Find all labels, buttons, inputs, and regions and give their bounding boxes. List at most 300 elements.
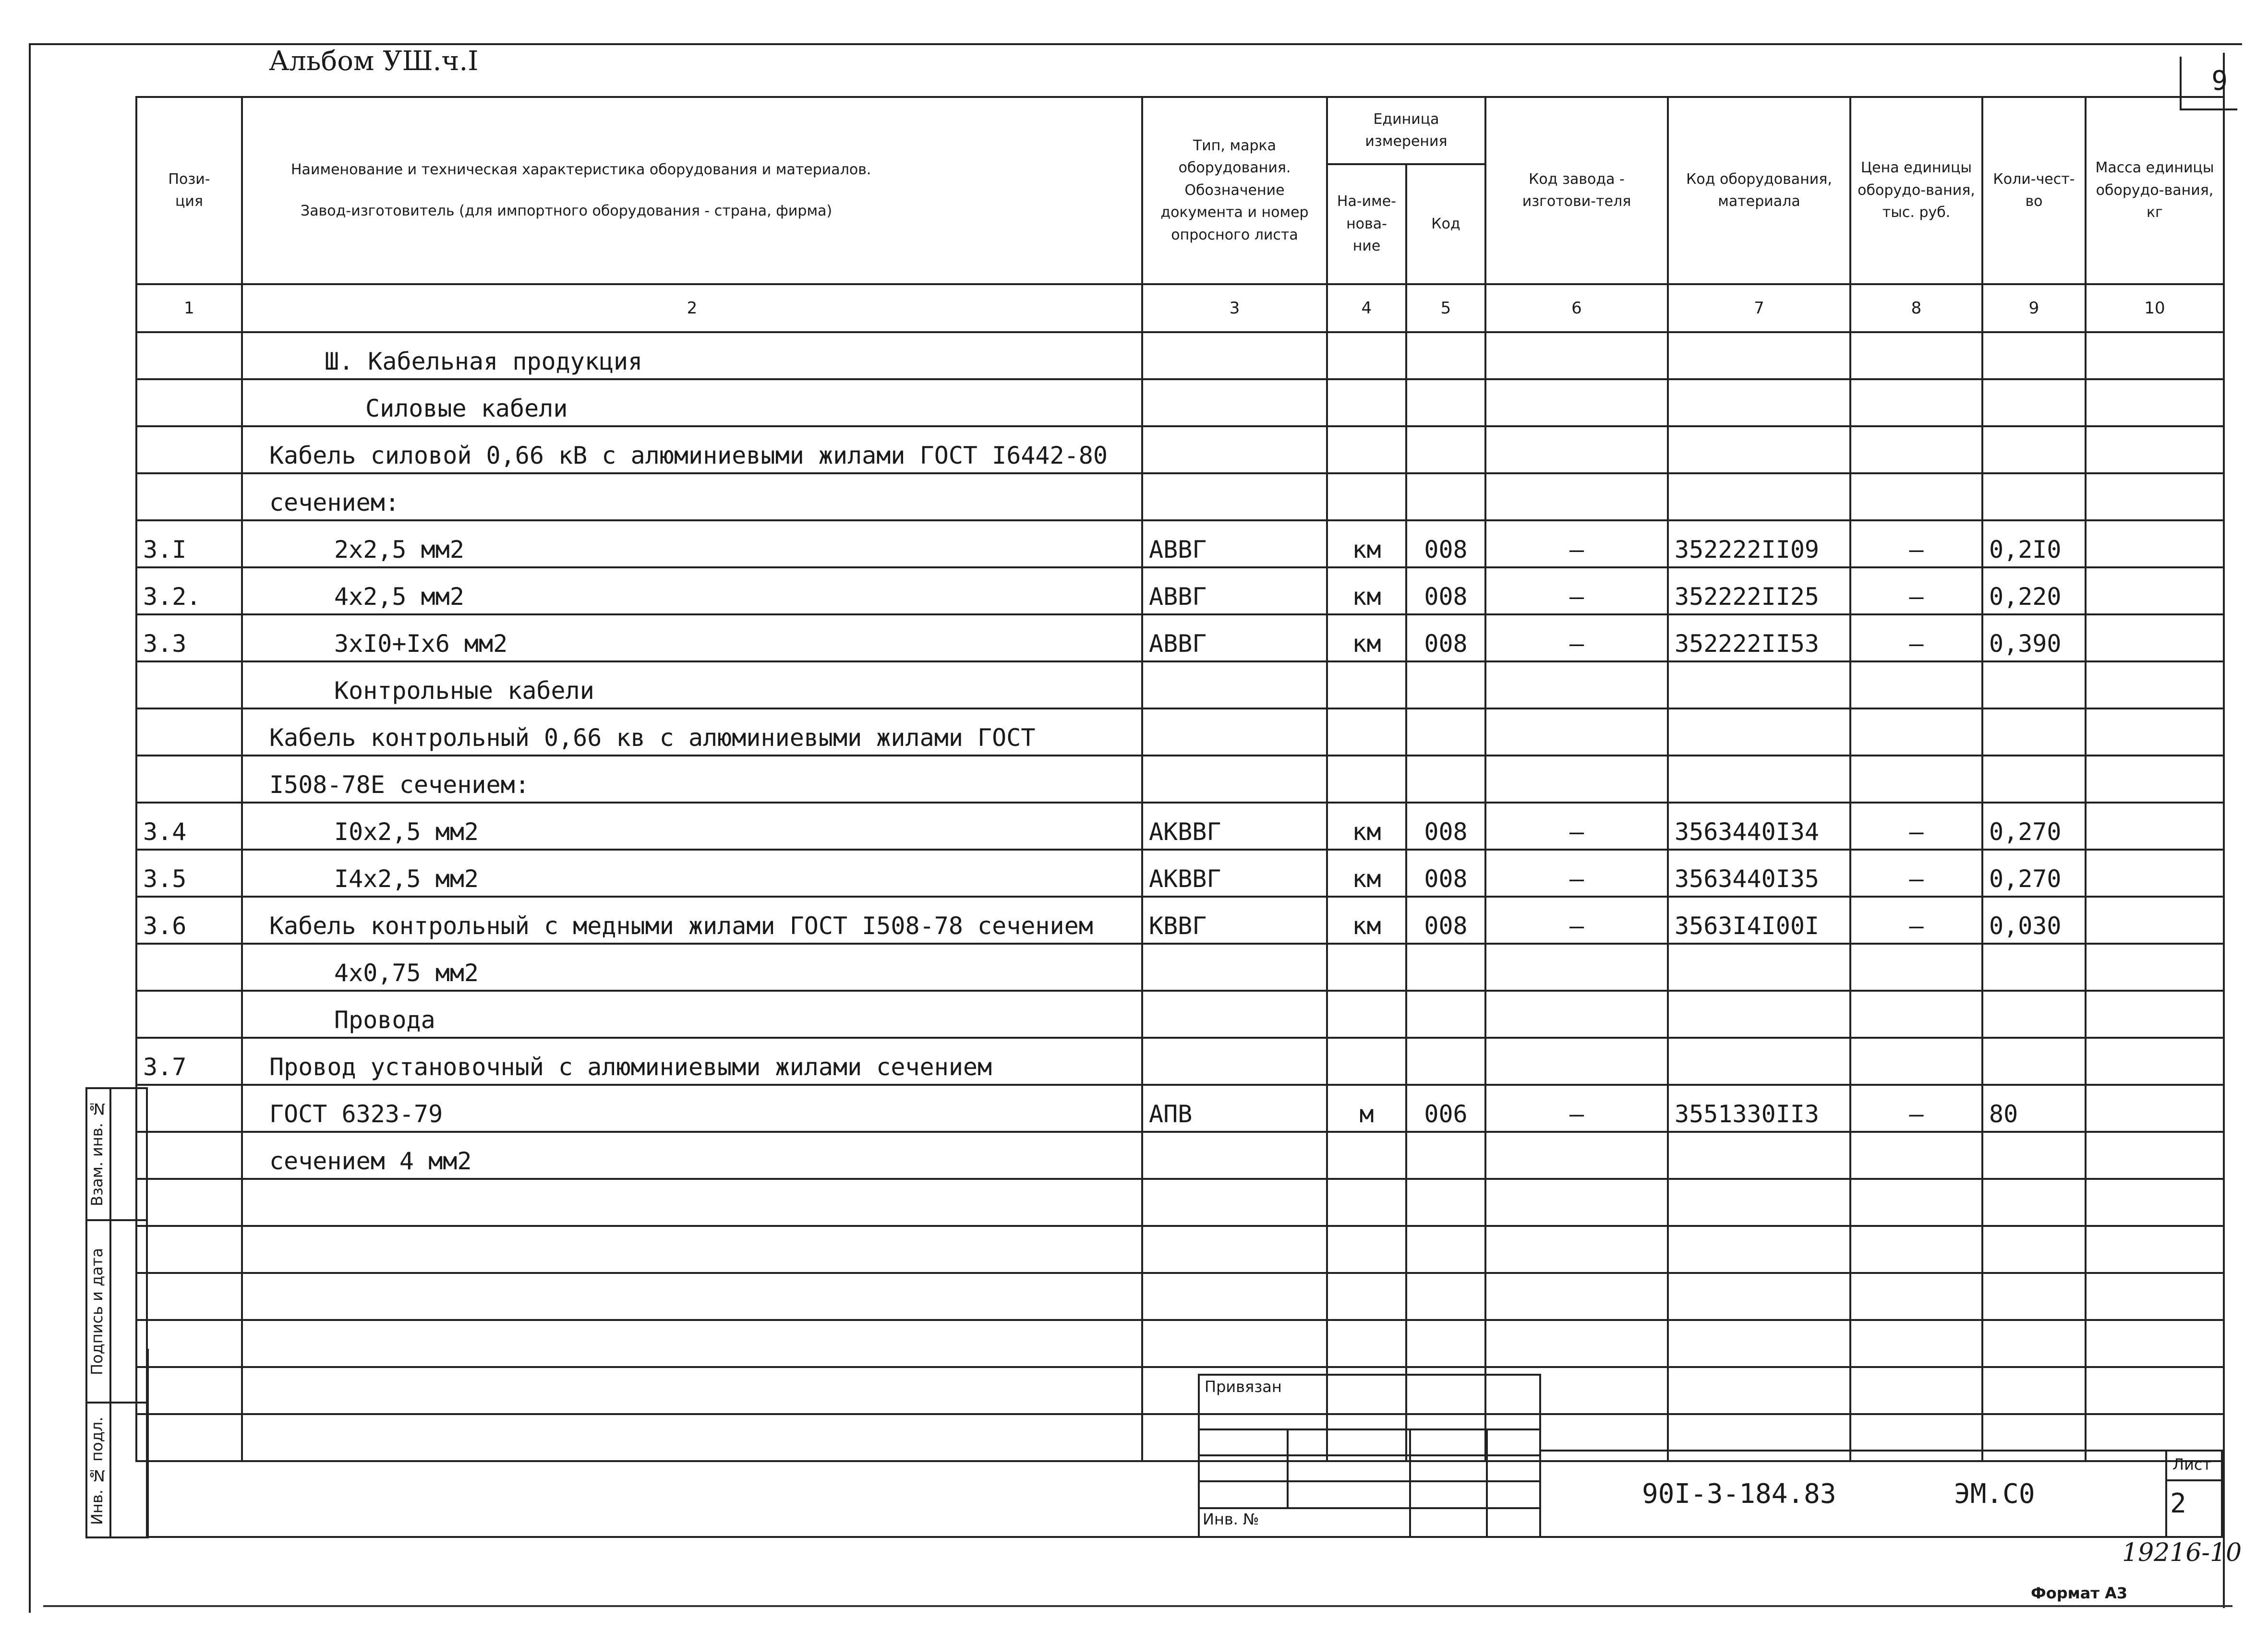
factory-code-cell: – [1485, 567, 1668, 614]
position-cell: 3.I [136, 520, 242, 567]
position-cell: 3.2. [136, 567, 242, 614]
header-position: Пози- ция [136, 97, 242, 284]
mass-cell [2086, 991, 2224, 1038]
unit-cell [1327, 944, 1406, 991]
table-row [136, 708, 2224, 756]
column-number: 4 [1327, 284, 1406, 332]
position-cell: 3.7 [136, 1038, 242, 1085]
specification-table [135, 96, 2225, 1462]
unit-cell [1327, 1226, 1406, 1273]
unit-code-cell: 008 [1406, 803, 1485, 850]
price-cell [1850, 1132, 1982, 1179]
unit-code-cell [1406, 332, 1485, 379]
name-cell: сечением 4 мм2 [242, 1132, 1142, 1179]
position-cell [136, 426, 242, 473]
bottom-frame-left [147, 1349, 149, 1538]
table-row [136, 567, 2224, 614]
equipment-code-cell [1668, 661, 1850, 708]
factory-code-cell [1485, 1038, 1668, 1085]
mass-cell [2086, 1273, 2224, 1320]
header-unit-name: На-име-нова-ние [1327, 164, 1406, 284]
position-cell [136, 756, 242, 803]
bottom-frame-base [147, 1536, 2223, 1538]
mass-cell [2086, 1367, 2224, 1414]
header-unit-code: Код [1406, 164, 1485, 284]
doc-code: ЭМ.С0 [1954, 1478, 2035, 1510]
unit-cell [1327, 661, 1406, 708]
header-name-line1: Наименование и техническая характеристика оборудования и материалов. [291, 161, 871, 178]
price-cell [1850, 1273, 1982, 1320]
equipment-code-cell [1668, 1226, 1850, 1273]
approval-grid-line [1198, 1480, 1541, 1482]
price-cell [1850, 661, 1982, 708]
unit-cell: км [1327, 567, 1406, 614]
factory-code-cell: – [1485, 803, 1668, 850]
table-row [136, 379, 2224, 426]
unit-cell [1327, 426, 1406, 473]
name-cell: Кабель контрольный 0,66 кв с алюминиевыми жилами ГОСТ [242, 708, 1142, 756]
table-row [136, 897, 2224, 944]
side-stamp-divider [85, 1219, 148, 1221]
column-number: 3 [1142, 284, 1327, 332]
quantity-cell [1982, 708, 2086, 756]
table-row [136, 1273, 2224, 1320]
quantity-cell [1982, 944, 2086, 991]
side-stamp-divider-vertical [109, 1087, 111, 1538]
unit-cell [1327, 379, 1406, 426]
name-cell: Провод установочный с алюминиевыми жилами сечением [242, 1038, 1142, 1085]
type-cell [1142, 756, 1327, 803]
table-row [136, 991, 2224, 1038]
name-cell [242, 1320, 1142, 1367]
quantity-cell [1982, 1038, 2086, 1085]
type-cell: АВВГ [1142, 614, 1327, 661]
equipment-code-cell [1668, 991, 1850, 1038]
column-number: 6 [1485, 284, 1668, 332]
sheet-value: 2 [2170, 1488, 2186, 1519]
table-body [136, 332, 2224, 1461]
price-cell: – [1850, 520, 1982, 567]
factory-code-cell [1485, 332, 1668, 379]
table-row [136, 944, 2224, 991]
unit-code-cell: 008 [1406, 567, 1485, 614]
price-cell [1850, 332, 1982, 379]
quantity-cell [1982, 379, 2086, 426]
quantity-cell [1982, 661, 2086, 708]
column-number: 2 [242, 284, 1142, 332]
column-number: 1 [136, 284, 242, 332]
header-row-1 [136, 97, 2224, 164]
mass-cell [2086, 1179, 2224, 1226]
position-cell [136, 991, 242, 1038]
type-cell [1142, 332, 1327, 379]
unit-code-cell [1406, 1273, 1485, 1320]
unit-code-cell: 006 [1406, 1085, 1485, 1132]
name-cell [242, 1179, 1142, 1226]
name-cell: I4х2,5 мм2 [242, 850, 1142, 897]
price-cell [1850, 1038, 1982, 1085]
column-number-row [136, 284, 2224, 332]
position-cell [136, 944, 242, 991]
mass-cell [2086, 756, 2224, 803]
equipment-code-cell [1668, 1132, 1850, 1179]
mass-cell [2086, 1085, 2224, 1132]
unit-code-cell [1406, 1226, 1485, 1273]
handwritten-number: 19216-10 [2122, 1538, 2242, 1567]
table-row [136, 1367, 2224, 1414]
mass-cell [2086, 803, 2224, 850]
unit-cell [1327, 1273, 1406, 1320]
unit-code-cell [1406, 944, 1485, 991]
price-cell: – [1850, 567, 1982, 614]
approval-grid-vline [1409, 1428, 1411, 1538]
bound-box [1198, 1374, 1541, 1430]
unit-code-cell [1406, 991, 1485, 1038]
equipment-code-cell [1668, 1320, 1850, 1367]
equipment-code-cell: 3563440I35 [1668, 850, 1850, 897]
name-cell: 4х2,5 мм2 [242, 567, 1142, 614]
inv-replace-label: Взам. инв. № [88, 1100, 106, 1207]
quantity-cell [1982, 1367, 2086, 1414]
position-cell [136, 379, 242, 426]
equipment-code-cell [1668, 1414, 1850, 1461]
position-cell [136, 1320, 242, 1367]
inv-no-label: Инв. № [1203, 1510, 1259, 1528]
quantity-cell: 0,2I0 [1982, 520, 2086, 567]
price-cell: – [1850, 614, 1982, 661]
mass-cell [2086, 1226, 2224, 1273]
quantity-cell: 0,390 [1982, 614, 2086, 661]
unit-cell: км [1327, 803, 1406, 850]
equipment-code-cell [1668, 379, 1850, 426]
factory-code-cell [1485, 1226, 1668, 1273]
price-cell [1850, 756, 1982, 803]
position-cell [136, 1085, 242, 1132]
factory-code-cell [1485, 1320, 1668, 1367]
page-number: 9 [2180, 57, 2237, 110]
doc-number: 90I-3-184.83 [1642, 1478, 1836, 1510]
position-cell: 3.4 [136, 803, 242, 850]
quantity-cell [1982, 473, 2086, 520]
quantity-cell: 0,270 [1982, 850, 2086, 897]
position-cell [136, 1414, 242, 1461]
price-cell [1850, 1320, 1982, 1367]
table-row [136, 1320, 2224, 1367]
mass-cell [2086, 850, 2224, 897]
mass-cell [2086, 567, 2224, 614]
header-equipment-code: Код оборудования, материала [1668, 97, 1850, 284]
factory-code-cell [1485, 379, 1668, 426]
mass-cell [2086, 1320, 2224, 1367]
unit-code-cell [1406, 1038, 1485, 1085]
approval-grid-line [1198, 1507, 1541, 1509]
price-cell [1850, 991, 1982, 1038]
unit-cell [1327, 1179, 1406, 1226]
name-cell: ГОСТ 6323-79 [242, 1085, 1142, 1132]
quantity-cell: 0,270 [1982, 803, 2086, 850]
unit-code-cell: 008 [1406, 614, 1485, 661]
sheet-label: Лист [2172, 1455, 2212, 1474]
table-row [136, 803, 2224, 850]
type-cell [1142, 379, 1327, 426]
column-number: 7 [1668, 284, 1850, 332]
mass-cell [2086, 520, 2224, 567]
table-row [136, 756, 2224, 803]
name-cell [242, 1226, 1142, 1273]
equipment-code-cell: 352222II25 [1668, 567, 1850, 614]
quantity-cell [1982, 1132, 2086, 1179]
unit-cell [1327, 1132, 1406, 1179]
factory-code-cell [1485, 1179, 1668, 1226]
type-cell [1142, 991, 1327, 1038]
factory-code-cell [1485, 473, 1668, 520]
album-title: Альбом УШ.ч.I [269, 46, 479, 77]
position-cell: 3.5 [136, 850, 242, 897]
frame-bottom-edge [43, 1605, 2232, 1607]
price-cell: – [1850, 803, 1982, 850]
table-row [136, 614, 2224, 661]
position-cell [136, 332, 242, 379]
table-row [136, 1085, 2224, 1132]
position-cell [136, 1367, 242, 1414]
type-cell: АПВ [1142, 1085, 1327, 1132]
mass-cell [2086, 332, 2224, 379]
name-cell: I0х2,5 мм2 [242, 803, 1142, 850]
table-row [136, 1414, 2224, 1461]
unit-code-cell [1406, 756, 1485, 803]
quantity-cell [1982, 1226, 2086, 1273]
unit-cell: м [1327, 1085, 1406, 1132]
unit-code-cell: 008 [1406, 520, 1485, 567]
name-cell: сечением: [242, 473, 1142, 520]
type-cell: АВВГ [1142, 567, 1327, 614]
position-cell [136, 708, 242, 756]
table-row [136, 661, 2224, 708]
unit-code-cell [1406, 1132, 1485, 1179]
price-cell [1850, 426, 1982, 473]
equipment-code-cell [1668, 473, 1850, 520]
unit-cell [1327, 708, 1406, 756]
factory-code-cell [1485, 1132, 1668, 1179]
equipment-code-cell [1668, 756, 1850, 803]
name-cell: I508-78Е сечением: [242, 756, 1142, 803]
quantity-cell [1982, 1414, 2086, 1461]
position-cell: 3.3 [136, 614, 242, 661]
format-label: Формат А3 [2031, 1584, 2128, 1602]
header-price: Цена единицы оборудо-вания, тыс. руб. [1850, 97, 1982, 284]
unit-cell: км [1327, 850, 1406, 897]
name-cell: 4х0,75 мм2 [242, 944, 1142, 991]
price-cell: – [1850, 897, 1982, 944]
type-cell: АВВГ [1142, 520, 1327, 567]
equipment-code-cell: 352222II09 [1668, 520, 1850, 567]
name-cell: Кабель силовой 0,66 кВ с алюминиевыми жилами ГОСТ I6442-80 [242, 426, 1142, 473]
mass-cell [2086, 944, 2224, 991]
type-cell [1142, 1038, 1327, 1085]
quantity-cell: 0,030 [1982, 897, 2086, 944]
unit-code-cell [1406, 473, 1485, 520]
type-cell [1142, 1320, 1327, 1367]
equipment-code-cell [1668, 1179, 1850, 1226]
name-cell: 3хI0+Iх6 мм2 [242, 614, 1142, 661]
quantity-cell [1982, 1320, 2086, 1367]
mass-cell [2086, 661, 2224, 708]
type-cell [1142, 1132, 1327, 1179]
equipment-code-cell: 352222II53 [1668, 614, 1850, 661]
position-cell: 3.6 [136, 897, 242, 944]
mass-cell [2086, 1038, 2224, 1085]
mass-cell [2086, 426, 2224, 473]
price-cell: – [1850, 1085, 1982, 1132]
name-cell [242, 1273, 1142, 1320]
approval-grid-line [1198, 1454, 1541, 1456]
unit-cell [1327, 756, 1406, 803]
mass-cell [2086, 897, 2224, 944]
name-cell [242, 1367, 1142, 1414]
name-cell: Провода [242, 991, 1142, 1038]
type-cell: КВВГ [1142, 897, 1327, 944]
unit-cell: км [1327, 614, 1406, 661]
equipment-code-cell [1668, 426, 1850, 473]
name-cell: Кабель контрольный с медными жилами ГОСТ I508-78 сечением [242, 897, 1142, 944]
unit-cell: км [1327, 520, 1406, 567]
table-row [136, 520, 2224, 567]
name-cell: Силовые кабели [242, 379, 1142, 426]
quantity-cell [1982, 1179, 2086, 1226]
mass-cell [2086, 379, 2224, 426]
header-name [242, 97, 1142, 284]
unit-cell [1327, 332, 1406, 379]
mass-cell [2086, 1132, 2224, 1179]
position-cell [136, 1226, 242, 1273]
equipment-code-cell: 3563440I34 [1668, 803, 1850, 850]
mass-cell [2086, 614, 2224, 661]
type-cell [1142, 426, 1327, 473]
column-number: 9 [1982, 284, 2086, 332]
price-cell [1850, 1179, 1982, 1226]
factory-code-cell [1485, 708, 1668, 756]
table-row [136, 426, 2224, 473]
name-cell: Контрольные кабели [242, 661, 1142, 708]
approval-grid-vline [1486, 1428, 1488, 1538]
table-row [136, 1132, 2224, 1179]
type-cell [1142, 661, 1327, 708]
sheet-cell-divider [2165, 1479, 2223, 1481]
factory-code-cell: – [1485, 850, 1668, 897]
quantity-cell [1982, 332, 2086, 379]
table-row [136, 473, 2224, 520]
type-cell [1142, 1273, 1327, 1320]
quantity-cell [1982, 426, 2086, 473]
unit-code-cell [1406, 661, 1485, 708]
price-cell [1850, 708, 1982, 756]
price-cell [1850, 379, 1982, 426]
position-cell [136, 1273, 242, 1320]
inv-orig-label: Инв. № подл. [88, 1416, 106, 1525]
factory-code-cell [1485, 1273, 1668, 1320]
unit-cell [1327, 473, 1406, 520]
factory-code-cell [1485, 944, 1668, 991]
factory-code-cell [1485, 661, 1668, 708]
position-cell [136, 473, 242, 520]
name-cell: 2х2,5 мм2 [242, 520, 1142, 567]
header-quantity: Коли-чест-во [1982, 97, 2086, 284]
type-cell: АКВВГ [1142, 850, 1327, 897]
header-type: Тип, марка оборудования. Обозначение документа и номер опросного листа [1142, 97, 1327, 284]
factory-code-cell [1485, 756, 1668, 803]
factory-code-cell [1485, 426, 1668, 473]
name-cell: Ш. Кабельная продукция [242, 332, 1142, 379]
side-stamp-divider [85, 1402, 148, 1404]
quantity-cell [1982, 1273, 2086, 1320]
unit-code-cell: 008 [1406, 850, 1485, 897]
equipment-code-cell [1668, 1367, 1850, 1414]
quantity-cell [1982, 756, 2086, 803]
header-mass: Масса единицы оборудо-вания, кг [2086, 97, 2224, 284]
header-factory-code: Код завода - изготови-теля [1485, 97, 1668, 284]
table-row [136, 1226, 2224, 1273]
unit-code-cell [1406, 708, 1485, 756]
type-cell: АКВВГ [1142, 803, 1327, 850]
doc-number-divider [1541, 1450, 2223, 1452]
equipment-code-cell [1668, 1038, 1850, 1085]
bound-label: Привязан [1205, 1378, 1282, 1396]
type-cell [1142, 1179, 1327, 1226]
factory-code-cell [1485, 991, 1668, 1038]
unit-code-cell [1406, 1179, 1485, 1226]
equipment-code-cell [1668, 332, 1850, 379]
unit-cell [1327, 1038, 1406, 1085]
quantity-cell [1982, 991, 2086, 1038]
approval-grid-vline [1287, 1428, 1289, 1509]
name-cell [242, 1414, 1142, 1461]
column-number: 5 [1406, 284, 1485, 332]
type-cell [1142, 473, 1327, 520]
table-row [136, 1038, 2224, 1085]
quantity-cell: 0,220 [1982, 567, 2086, 614]
position-cell [136, 661, 242, 708]
header-unit: Единица измерения [1327, 97, 1485, 164]
header-name-line2: Завод-изготовитель (для импортного оборудования - страна, фирма) [301, 203, 832, 219]
price-cell [1850, 944, 1982, 991]
price-cell [1850, 473, 1982, 520]
position-cell [136, 1179, 242, 1226]
equipment-code-cell: 3551330II3 [1668, 1085, 1850, 1132]
type-cell [1142, 1226, 1327, 1273]
factory-code-cell: – [1485, 520, 1668, 567]
factory-code-cell: – [1485, 614, 1668, 661]
unit-cell [1327, 991, 1406, 1038]
price-cell: – [1850, 850, 1982, 897]
price-cell [1850, 1414, 1982, 1461]
unit-code-cell [1406, 379, 1485, 426]
table-row [136, 1179, 2224, 1226]
mass-cell [2086, 473, 2224, 520]
column-number: 10 [2086, 284, 2224, 332]
price-cell [1850, 1367, 1982, 1414]
table-row [136, 332, 2224, 379]
equipment-code-cell [1668, 944, 1850, 991]
unit-code-cell [1406, 1320, 1485, 1367]
factory-code-cell: – [1485, 1085, 1668, 1132]
type-cell [1142, 944, 1327, 991]
table-row [136, 850, 2224, 897]
unit-cell [1327, 1320, 1406, 1367]
price-cell [1850, 1226, 1982, 1273]
equipment-code-cell [1668, 708, 1850, 756]
mass-cell [2086, 708, 2224, 756]
unit-code-cell: 008 [1406, 897, 1485, 944]
